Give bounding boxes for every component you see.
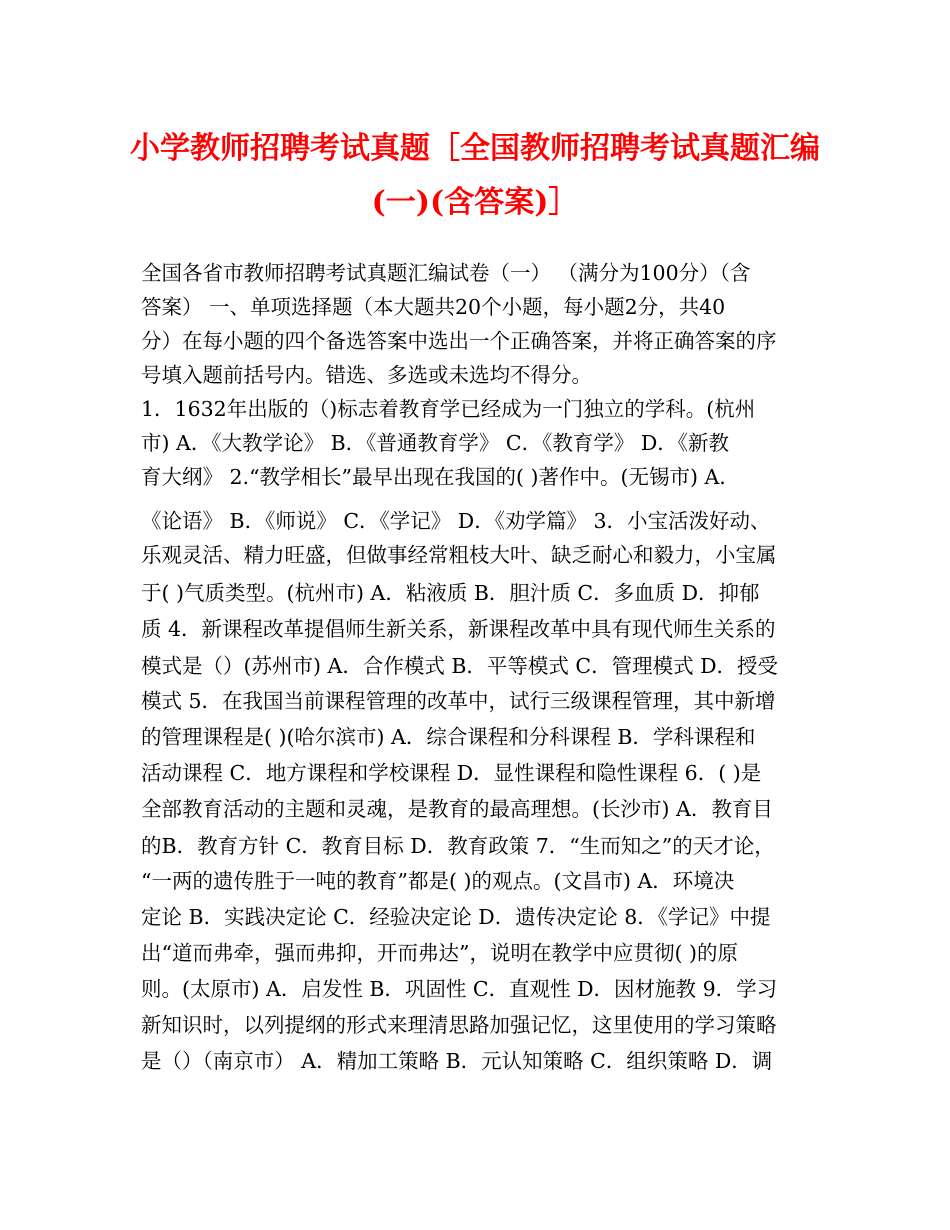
document-title-line-1: 小学教师招聘考试真题［全国教师招聘考试真题汇编 bbox=[130, 131, 820, 166]
body-line-7: 育大纲》 2.“教学相长”最早出现在我国的( )著作中。(无锡市) A． bbox=[141, 465, 740, 489]
body-line-14: 的管理课程是( )(哈尔滨市) A．综合课程和分科课程 B．学科课程和 bbox=[141, 725, 756, 749]
body-line-2: 答案） 一、单项选择题（本大题共20个小题，每小题2分，共40 bbox=[141, 295, 726, 319]
body-line-21: 则。(太原市) A．启发性 B．巩固性 C．直观性 D．因材施教 9．学习 bbox=[141, 977, 778, 1001]
document-title-line-2: (一)(含答案)］ bbox=[371, 185, 579, 220]
body-line-16: 全部教育活动的主题和灵魂，是教育的最高理想。(长沙市) A．教育目 bbox=[141, 797, 773, 821]
body-line-6: 市) A．《大教学论》 B．《普通教育学》 C．《教育学》 D．《新教 bbox=[141, 431, 730, 455]
body-line-8: 《论语》 B．《师说》 C．《学记》 D．《劝学篇》 3．小宝活泼好动、 bbox=[141, 509, 771, 533]
body-line-9: 乐观灵活、精力旺盛，但做事经常粗枝大叶、缺乏耐心和毅力，小宝属 bbox=[141, 543, 777, 567]
body-line-15: 活动课程 C．地方课程和学校课程 D．显性课程和隐性课程 6．( )是 bbox=[141, 761, 762, 785]
body-line-1: 全国各省市教师招聘考试真题汇编试卷（一） （满分为100分）（含 bbox=[141, 261, 751, 285]
body-line-11: 质 4．新课程改革提倡师生新关系，新课程改革中具有现代师生关系的 bbox=[141, 617, 776, 641]
body-line-12: 模式是（）(苏州市) A．合作模式 B．平等模式 C．管理模式 D．授受 bbox=[141, 654, 779, 678]
body-line-20: 出“道而弗牵，强而弗抑，开而弗达”，说明在教学中应贯彻( )的原 bbox=[141, 941, 738, 965]
body-line-13: 模式 5．在我国当前课程管理的改革中，试行三级课程管理，其中新增 bbox=[141, 689, 776, 713]
body-line-17: 的B．教育方针 C．教育目标 D．教育政策 7．“生而知之”的天才论， bbox=[141, 834, 775, 858]
body-line-5: 1．1632年出版的（)标志着教育学已经成为一门独立的学科。(杭州 bbox=[141, 397, 756, 421]
body-line-22: 新知识时，以列提纲的形式来理清思路加强记忆，这里使用的学习策略 bbox=[141, 1013, 777, 1037]
body-line-18: “一两的遗传胜于一吨的教育”都是( )的观点。(文昌市) A．环境决 bbox=[141, 869, 735, 893]
body-line-19: 定论 B．实践决定论 C．经验决定论 D．遗传决定论 8．《学记》中提 bbox=[141, 905, 771, 929]
body-line-23: 是（）（南京市） A．精加工策略 B．元认知策略 C．组织策略 D．调 bbox=[141, 1049, 773, 1073]
body-line-4: 号填入题前括号内。错选、多选或未选均不得分。 bbox=[141, 363, 592, 387]
body-line-10: 于( )气质类型。(杭州市) A．粘液质 B．胆汁质 C．多血质 D．抑郁 bbox=[141, 581, 760, 605]
body-line-3: 分）在每小题的四个备选答案中选出一个正确答案，并将正确答案的序 bbox=[141, 329, 777, 353]
